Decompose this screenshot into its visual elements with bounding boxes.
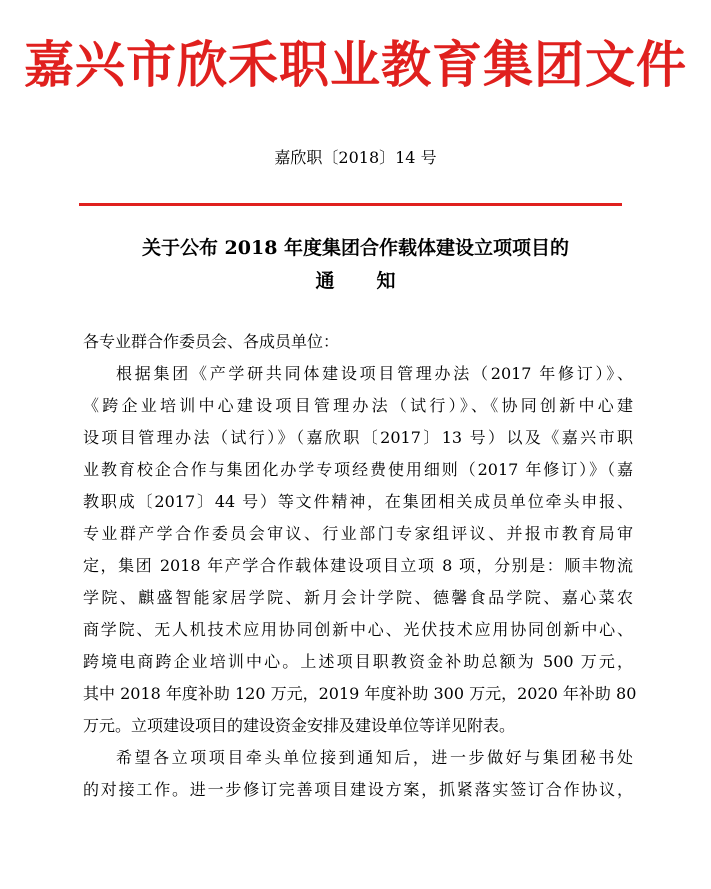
paragraph-line: 专业群产学合作委员会审议、行业部门专家组评议、并报市教育局审 — [83, 524, 633, 543]
paragraph-line: 根据集团《产学研共同体建设项目管理办法（2017 年修订）》、 — [116, 364, 633, 383]
paragraph-1 — [83, 358, 637, 742]
paragraph-line: 定，集团 2018 年产学合作载体建设项目立项 8 项，分别是：顺丰物流 — [83, 556, 633, 575]
notice-title-char-2: 知 — [376, 270, 396, 292]
notice-title-char-1: 通 — [315, 270, 335, 292]
paragraph-line: 的对接工作。进一步修订完善项目建设方案，抓紧落实签订合作协议， — [83, 780, 633, 799]
salutation: 各专业群合作委员会、各成员单位： — [83, 332, 340, 351]
paragraph-line: 跨境电商跨企业培训中心。上述项目职教资金补助总额为 500 万元， — [83, 652, 633, 671]
paragraph-2 — [83, 742, 633, 806]
paragraph-line: 设项目管理办法（试行）》（嘉欣职〔2017〕13 号）以及《嘉兴市职 — [83, 428, 633, 447]
red-divider-rule — [79, 203, 622, 206]
notice-title-line-2 — [0, 268, 711, 294]
paragraph-line: 商学院、无人机技术应用协同创新中心、光伏技术应用协同创新中心、 — [83, 620, 633, 639]
paragraph-line: 《跨企业培训中心建设项目管理办法（试行）》、《协同创新中心建 — [83, 396, 633, 415]
paragraph-line: 教职成〔2017〕44 号）等文件精神，在集团相关成员单位牵头申报、 — [83, 492, 633, 511]
document-number: 嘉欣职〔2018〕14 号 — [274, 148, 437, 167]
paragraph-line: 希望各立项项目牵头单位接到通知后，进一步做好与集团秘书处 — [116, 748, 633, 767]
paragraph-line: 其中 2018 年度补助 120 万元，2019 年度补助 300 万元，2020 年补助 80 — [83, 684, 637, 703]
paragraph-line: 万元。立项建设项目的建设资金安排及建设单位等详见附表。 — [83, 716, 516, 735]
paragraph-line: 业教育校企合作与集团化办学专项经费使用细则（2017 年修订）》（嘉 — [83, 460, 633, 479]
document-masthead: 嘉兴市欣禾职业教育集团文件 — [24, 35, 687, 94]
paragraph-line: 学院、麒盛智能家居学院、新月会计学院、德馨食品学院、嘉心菜农 — [83, 588, 633, 607]
notice-title-line-1: 关于公布 2018 年度集团合作载体建设立项项目的 — [141, 237, 570, 259]
